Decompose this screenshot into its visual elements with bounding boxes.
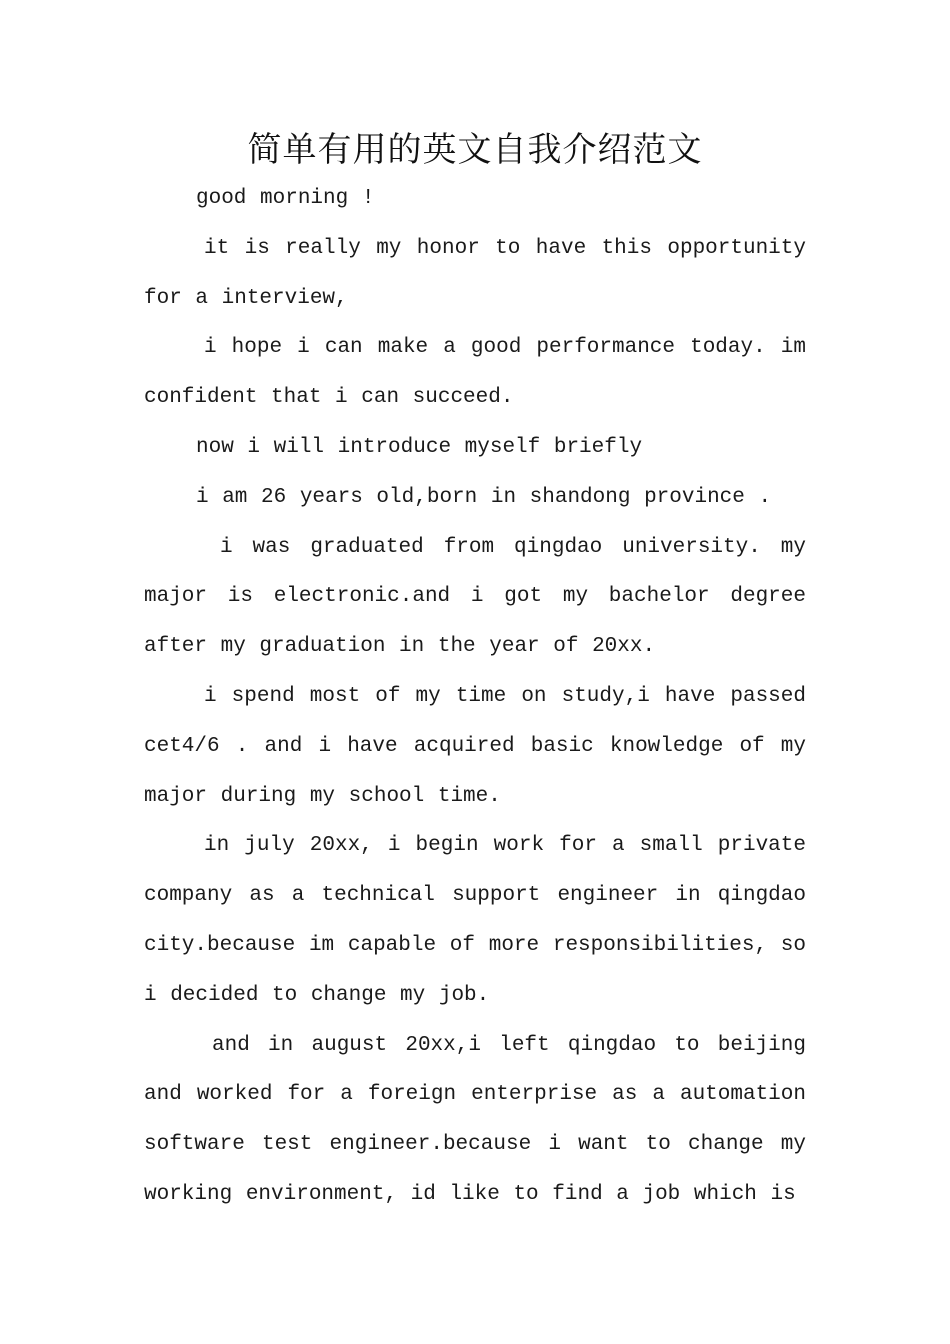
paragraph-introduce: now i will introduce myself briefly bbox=[196, 435, 643, 459]
document-body bbox=[144, 174, 806, 1220]
paragraph-performance: i hope i can make a good performance today. im confident that i can succeed. bbox=[144, 336, 806, 410]
paragraph-honor: it is really my honor to have this opportunity for a interview, bbox=[144, 236, 806, 310]
paragraph-first-job: in july 20xx, i begin work for a small private company as a technical support engineer in qingdao city.because im capable of more responsibilities, so i decided to change my job. bbox=[144, 834, 806, 1007]
paragraph-education: i was graduated from qingdao university. my major is electronic.and i got my bachelor degree after my graduation in the year of 20xx. bbox=[144, 535, 806, 659]
paragraph-study: i spend most of my time on study,i have passed cet4/6 . and i have acquired basic knowledge of my major during my school time. bbox=[144, 684, 806, 808]
paragraph-greeting: good morning ! bbox=[196, 187, 375, 210]
document-title: 简单有用的英文自我介绍范文 bbox=[247, 130, 703, 170]
paragraph-second-job: and in august 20xx,i left qingdao to beijing and worked for a foreign enterprise as a automation software test engineer.because i want to change my working environment, id like to find a job which is bbox=[144, 1033, 806, 1206]
paragraph-age: i am 26 years old,born in shandong province . bbox=[196, 485, 772, 509]
